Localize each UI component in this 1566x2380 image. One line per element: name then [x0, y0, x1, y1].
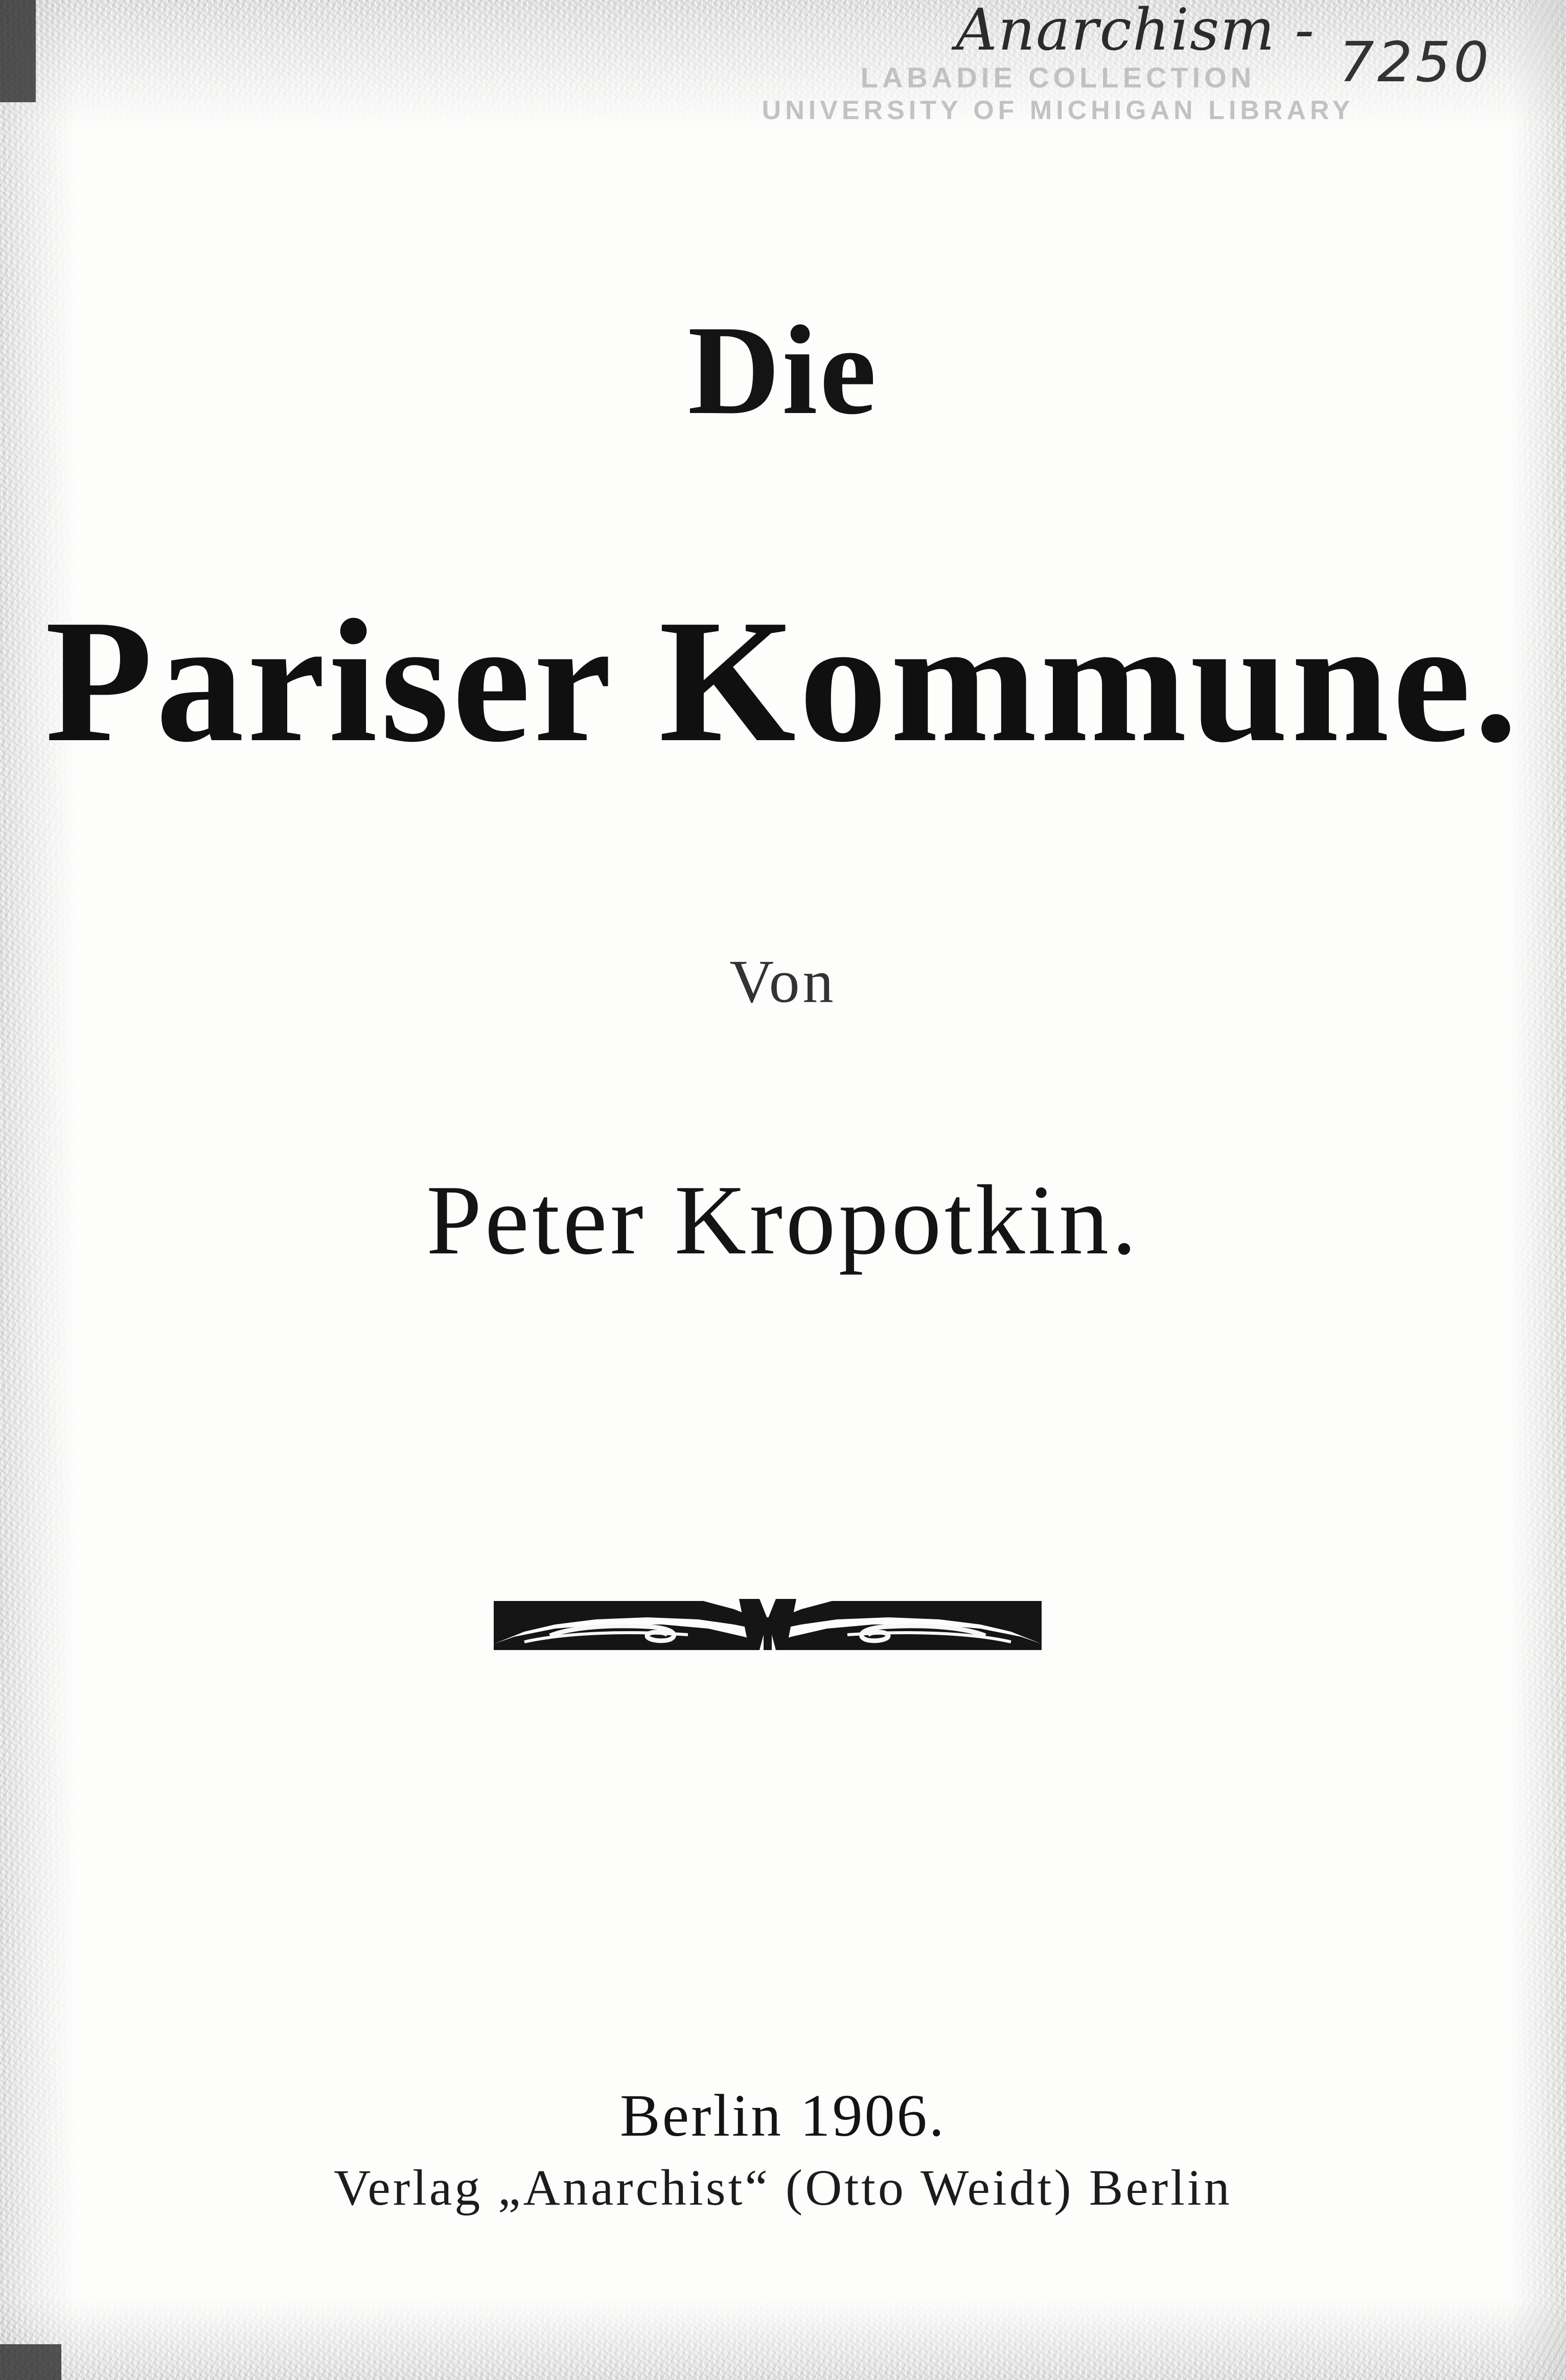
scan-corner-top-left: [0, 0, 36, 102]
imprint-place-year: Berlin 1906.: [620, 2082, 946, 2149]
title-line-2: Pariser Kommune.: [45, 583, 1521, 779]
scan-corner-bottom-left: [0, 2344, 61, 2380]
library-stamp-line2: UNIVERSITY OF MICHIGAN LIBRARY: [762, 96, 1354, 125]
decorative-ornament-icon: [494, 1599, 1042, 1652]
handwritten-number: 7250: [1339, 31, 1492, 95]
imprint-publisher: Verlag „Anarchist“ (Otto Weidt) Berlin: [334, 2159, 1232, 2216]
scan-edge-bottom: [0, 2298, 1566, 2380]
handwritten-subject: Anarchism -: [956, 0, 1316, 63]
title-line-1: Die: [687, 300, 879, 441]
library-stamp-line1: LABADIE COLLECTION: [860, 61, 1256, 94]
library-stamp: [726, 61, 1390, 128]
byline-label: Von: [729, 947, 837, 1015]
author-name: Peter Kropotkin.: [426, 1165, 1140, 1275]
